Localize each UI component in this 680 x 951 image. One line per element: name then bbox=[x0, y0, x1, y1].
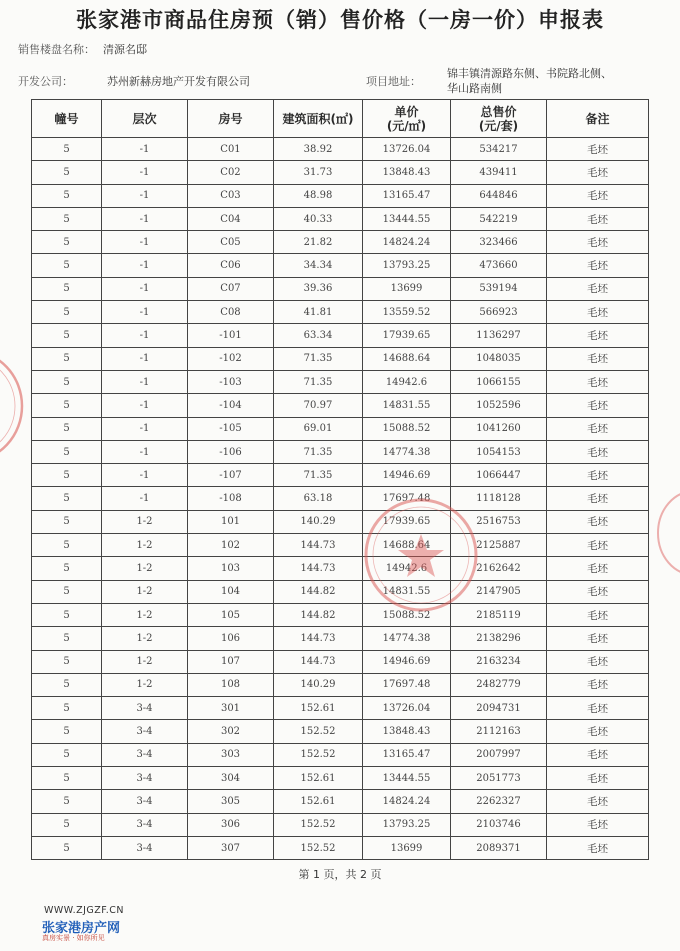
unit-price-cell: 14688.64 bbox=[363, 347, 451, 370]
remark-cell: 毛坯 bbox=[547, 254, 649, 277]
floor-cell: 3-4 bbox=[102, 813, 188, 836]
floor-cell: 1-2 bbox=[102, 510, 188, 533]
watermark-brand: 张家港房产网 bbox=[42, 921, 121, 936]
developer-row bbox=[18, 73, 250, 89]
total-price-cell: 2482779 bbox=[451, 673, 547, 696]
unit-price-cell: 13699 bbox=[363, 277, 451, 300]
watermark-slogan: 真房实景 · 如你所见 bbox=[42, 934, 105, 942]
unit-price-cell: 14942.6 bbox=[363, 557, 451, 580]
remark-cell: 毛坯 bbox=[547, 324, 649, 347]
area-cell: 152.52 bbox=[274, 836, 363, 859]
area-cell: 144.73 bbox=[274, 557, 363, 580]
area-cell: 152.52 bbox=[274, 743, 363, 766]
remark-cell: 毛坯 bbox=[547, 207, 649, 230]
table-row bbox=[32, 534, 649, 557]
remark-cell: 毛坯 bbox=[547, 697, 649, 720]
area-cell: 21.82 bbox=[274, 231, 363, 254]
unit-price-cell: 13793.25 bbox=[363, 254, 451, 277]
table-row bbox=[32, 324, 649, 347]
unit-price-cell: 13848.43 bbox=[363, 161, 451, 184]
floor-cell: -1 bbox=[102, 370, 188, 393]
room-cell: -101 bbox=[188, 324, 274, 347]
building-cell: 5 bbox=[32, 673, 102, 696]
area-cell: 144.73 bbox=[274, 650, 363, 673]
area-cell: 152.61 bbox=[274, 790, 363, 813]
room-cell: -102 bbox=[188, 347, 274, 370]
total-price-cell: 1052596 bbox=[451, 394, 547, 417]
unit-price-cell: 14942.6 bbox=[363, 370, 451, 393]
remark-cell: 毛坯 bbox=[547, 231, 649, 254]
total-price-cell: 566923 bbox=[451, 301, 547, 324]
area-cell: 71.35 bbox=[274, 440, 363, 463]
right-stamp-icon bbox=[650, 488, 680, 578]
table-row bbox=[32, 161, 649, 184]
area-cell: 71.35 bbox=[274, 347, 363, 370]
header-room: 房号 bbox=[188, 100, 274, 138]
room-cell: 302 bbox=[188, 720, 274, 743]
building-cell: 5 bbox=[32, 603, 102, 626]
floor-cell: 3-4 bbox=[102, 743, 188, 766]
price-table bbox=[31, 99, 649, 860]
room-cell: 104 bbox=[188, 580, 274, 603]
building-cell: 5 bbox=[32, 720, 102, 743]
unit-price-cell: 17939.65 bbox=[363, 510, 451, 533]
floor-cell: -1 bbox=[102, 464, 188, 487]
total-price-cell: 473660 bbox=[451, 254, 547, 277]
table-row bbox=[32, 813, 649, 836]
floor-cell: 1-2 bbox=[102, 603, 188, 626]
total-price-cell: 542219 bbox=[451, 207, 547, 230]
table-row bbox=[32, 720, 649, 743]
building-cell: 5 bbox=[32, 487, 102, 510]
table-row bbox=[32, 231, 649, 254]
remark-cell: 毛坯 bbox=[547, 836, 649, 859]
table-row bbox=[32, 767, 649, 790]
room-cell: 305 bbox=[188, 790, 274, 813]
room-cell: 108 bbox=[188, 673, 274, 696]
document-title: 张家港市商品住房预（销）售价格（一房一价）申报表 bbox=[76, 8, 604, 32]
area-cell: 63.34 bbox=[274, 324, 363, 347]
area-cell: 71.35 bbox=[274, 370, 363, 393]
table-row bbox=[32, 301, 649, 324]
total-price-cell: 2103746 bbox=[451, 813, 547, 836]
floor-cell: -1 bbox=[102, 277, 188, 300]
building-cell: 5 bbox=[32, 324, 102, 347]
room-cell: 306 bbox=[188, 813, 274, 836]
building-cell: 5 bbox=[32, 161, 102, 184]
room-cell: 304 bbox=[188, 767, 274, 790]
table-row bbox=[32, 138, 649, 161]
building-cell: 5 bbox=[32, 790, 102, 813]
total-price-cell: 2163234 bbox=[451, 650, 547, 673]
remark-cell: 毛坯 bbox=[547, 813, 649, 836]
table-row bbox=[32, 184, 649, 207]
table-row bbox=[32, 464, 649, 487]
remark-cell: 毛坯 bbox=[547, 603, 649, 626]
total-price-cell: 1041260 bbox=[451, 417, 547, 440]
building-cell: 5 bbox=[32, 464, 102, 487]
area-cell: 144.73 bbox=[274, 534, 363, 557]
area-cell: 140.29 bbox=[274, 510, 363, 533]
table-row bbox=[32, 580, 649, 603]
building-cell: 5 bbox=[32, 650, 102, 673]
building-cell: 5 bbox=[32, 254, 102, 277]
unit-price-cell: 13559.52 bbox=[363, 301, 451, 324]
total-price-cell: 2112163 bbox=[451, 720, 547, 743]
header-unit-price bbox=[363, 100, 451, 138]
address-line-1: 锦丰镇清源路东侧、书院路北侧、 bbox=[447, 67, 612, 80]
building-cell: 5 bbox=[32, 534, 102, 557]
table-row bbox=[32, 673, 649, 696]
floor-cell: -1 bbox=[102, 487, 188, 510]
area-cell: 69.01 bbox=[274, 417, 363, 440]
remark-cell: 毛坯 bbox=[547, 464, 649, 487]
table-row bbox=[32, 417, 649, 440]
room-cell: 102 bbox=[188, 534, 274, 557]
header-building: 幢号 bbox=[32, 100, 102, 138]
table-row bbox=[32, 743, 649, 766]
table-row bbox=[32, 650, 649, 673]
project-name-row bbox=[18, 41, 147, 57]
room-cell: -105 bbox=[188, 417, 274, 440]
total-price-cell: 644846 bbox=[451, 184, 547, 207]
header-unit-price-unit: (元/㎡) bbox=[386, 118, 427, 133]
floor-cell: -1 bbox=[102, 231, 188, 254]
table-row bbox=[32, 557, 649, 580]
unit-price-cell: 14946.69 bbox=[363, 464, 451, 487]
room-cell: 307 bbox=[188, 836, 274, 859]
area-cell: 41.81 bbox=[274, 301, 363, 324]
header-remark: 备注 bbox=[547, 100, 649, 138]
room-cell: 101 bbox=[188, 510, 274, 533]
table-row bbox=[32, 836, 649, 859]
building-cell: 5 bbox=[32, 813, 102, 836]
floor-cell: 3-4 bbox=[102, 836, 188, 859]
area-cell: 144.82 bbox=[274, 580, 363, 603]
room-cell: -104 bbox=[188, 394, 274, 417]
building-cell: 5 bbox=[32, 510, 102, 533]
unit-price-cell: 13165.47 bbox=[363, 743, 451, 766]
remark-cell: 毛坯 bbox=[547, 673, 649, 696]
floor-cell: 1-2 bbox=[102, 627, 188, 650]
remark-cell: 毛坯 bbox=[547, 370, 649, 393]
building-cell: 5 bbox=[32, 417, 102, 440]
floor-cell: 3-4 bbox=[102, 767, 188, 790]
floor-cell: -1 bbox=[102, 138, 188, 161]
building-cell: 5 bbox=[32, 440, 102, 463]
room-cell: C01 bbox=[188, 138, 274, 161]
watermark-site: WWW.ZJGZF.CN bbox=[44, 905, 124, 916]
unit-price-cell: 13444.55 bbox=[363, 207, 451, 230]
total-price-cell: 1066447 bbox=[451, 464, 547, 487]
table-row bbox=[32, 254, 649, 277]
floor-cell: -1 bbox=[102, 347, 188, 370]
total-price-cell: 2125887 bbox=[451, 534, 547, 557]
building-cell: 5 bbox=[32, 277, 102, 300]
room-cell: C04 bbox=[188, 207, 274, 230]
area-cell: 152.52 bbox=[274, 720, 363, 743]
area-cell: 38.92 bbox=[274, 138, 363, 161]
unit-price-cell: 13726.04 bbox=[363, 138, 451, 161]
building-cell: 5 bbox=[32, 370, 102, 393]
unit-price-cell: 15088.52 bbox=[363, 417, 451, 440]
remark-cell: 毛坯 bbox=[547, 720, 649, 743]
remark-cell: 毛坯 bbox=[547, 417, 649, 440]
area-cell: 140.29 bbox=[274, 673, 363, 696]
table-row bbox=[32, 277, 649, 300]
table-row bbox=[32, 487, 649, 510]
unit-price-cell: 14824.24 bbox=[363, 790, 451, 813]
header-floor: 层次 bbox=[102, 100, 188, 138]
remark-cell: 毛坯 bbox=[547, 790, 649, 813]
remark-cell: 毛坯 bbox=[547, 394, 649, 417]
remark-cell: 毛坯 bbox=[547, 767, 649, 790]
total-price-cell: 2185119 bbox=[451, 603, 547, 626]
table-row bbox=[32, 603, 649, 626]
building-cell: 5 bbox=[32, 557, 102, 580]
unit-price-cell: 14774.38 bbox=[363, 440, 451, 463]
room-cell: -103 bbox=[188, 370, 274, 393]
unit-price-cell: 14831.55 bbox=[363, 580, 451, 603]
room-cell: C03 bbox=[188, 184, 274, 207]
table-row bbox=[32, 207, 649, 230]
unit-price-cell: 15088.52 bbox=[363, 603, 451, 626]
total-price-cell: 1054153 bbox=[451, 440, 547, 463]
floor-cell: -1 bbox=[102, 324, 188, 347]
building-cell: 5 bbox=[32, 580, 102, 603]
building-cell: 5 bbox=[32, 697, 102, 720]
building-cell: 5 bbox=[32, 347, 102, 370]
remark-cell: 毛坯 bbox=[547, 138, 649, 161]
unit-price-cell: 13165.47 bbox=[363, 184, 451, 207]
area-cell: 144.82 bbox=[274, 603, 363, 626]
building-cell: 5 bbox=[32, 138, 102, 161]
building-cell: 5 bbox=[32, 836, 102, 859]
header-area: 建筑面积(㎡) bbox=[274, 100, 363, 138]
page-footer: 第 1 页，共 2 页 bbox=[298, 868, 382, 881]
floor-cell: 1-2 bbox=[102, 650, 188, 673]
floor-cell: 3-4 bbox=[102, 697, 188, 720]
floor-cell: 1-2 bbox=[102, 534, 188, 557]
area-cell: 152.61 bbox=[274, 697, 363, 720]
room-cell: 103 bbox=[188, 557, 274, 580]
room-cell: -108 bbox=[188, 487, 274, 510]
remark-cell: 毛坯 bbox=[547, 347, 649, 370]
header-unit-price-label: 单价 bbox=[394, 104, 419, 119]
developer-name: 苏州新赫房地产开发有限公司 bbox=[107, 75, 250, 88]
building-cell: 5 bbox=[32, 743, 102, 766]
total-price-cell: 2162642 bbox=[451, 557, 547, 580]
unit-price-cell: 17697.48 bbox=[363, 673, 451, 696]
address-label: 项目地址： bbox=[366, 75, 421, 88]
building-cell: 5 bbox=[32, 767, 102, 790]
total-price-cell: 2147905 bbox=[451, 580, 547, 603]
building-cell: 5 bbox=[32, 394, 102, 417]
unit-price-cell: 13726.04 bbox=[363, 697, 451, 720]
floor-cell: 1-2 bbox=[102, 580, 188, 603]
remark-cell: 毛坯 bbox=[547, 184, 649, 207]
floor-cell: -1 bbox=[102, 394, 188, 417]
table-row bbox=[32, 510, 649, 533]
building-cell: 5 bbox=[32, 231, 102, 254]
floor-cell: -1 bbox=[102, 440, 188, 463]
remark-cell: 毛坯 bbox=[547, 301, 649, 324]
remark-cell: 毛坯 bbox=[547, 743, 649, 766]
table-row bbox=[32, 394, 649, 417]
room-cell: -106 bbox=[188, 440, 274, 463]
area-cell: 71.35 bbox=[274, 464, 363, 487]
remark-cell: 毛坯 bbox=[547, 650, 649, 673]
area-cell: 152.52 bbox=[274, 813, 363, 836]
room-cell: C07 bbox=[188, 277, 274, 300]
room-cell: 301 bbox=[188, 697, 274, 720]
floor-cell: 1-2 bbox=[102, 673, 188, 696]
floor-cell: -1 bbox=[102, 254, 188, 277]
table-row bbox=[32, 440, 649, 463]
area-cell: 34.34 bbox=[274, 254, 363, 277]
unit-price-cell: 14774.38 bbox=[363, 627, 451, 650]
floor-cell: 1-2 bbox=[102, 557, 188, 580]
area-cell: 40.33 bbox=[274, 207, 363, 230]
table-row bbox=[32, 370, 649, 393]
floor-cell: -1 bbox=[102, 184, 188, 207]
floor-cell: 3-4 bbox=[102, 720, 188, 743]
remark-cell: 毛坯 bbox=[547, 440, 649, 463]
unit-price-cell: 13848.43 bbox=[363, 720, 451, 743]
unit-price-cell: 14824.24 bbox=[363, 231, 451, 254]
floor-cell: 3-4 bbox=[102, 790, 188, 813]
unit-price-cell: 14688.64 bbox=[363, 534, 451, 557]
total-price-cell: 1118128 bbox=[451, 487, 547, 510]
area-cell: 63.18 bbox=[274, 487, 363, 510]
unit-price-cell: 13699 bbox=[363, 836, 451, 859]
area-cell: 39.36 bbox=[274, 277, 363, 300]
total-price-cell: 539194 bbox=[451, 277, 547, 300]
project-address bbox=[447, 66, 667, 96]
remark-cell: 毛坯 bbox=[547, 534, 649, 557]
total-price-cell: 323466 bbox=[451, 231, 547, 254]
header-total-price-label: 总售价 bbox=[480, 104, 517, 119]
room-cell: C08 bbox=[188, 301, 274, 324]
total-price-cell: 1136297 bbox=[451, 324, 547, 347]
building-cell: 5 bbox=[32, 184, 102, 207]
room-cell: 106 bbox=[188, 627, 274, 650]
unit-price-cell: 13444.55 bbox=[363, 767, 451, 790]
building-cell: 5 bbox=[32, 207, 102, 230]
room-cell: 105 bbox=[188, 603, 274, 626]
area-cell: 144.73 bbox=[274, 627, 363, 650]
left-stamp-icon bbox=[0, 346, 28, 466]
room-cell: 107 bbox=[188, 650, 274, 673]
area-cell: 152.61 bbox=[274, 767, 363, 790]
floor-cell: -1 bbox=[102, 301, 188, 324]
header-total-price bbox=[451, 100, 547, 138]
table-header-row bbox=[32, 100, 649, 138]
header-total-price-unit: (元/套) bbox=[478, 118, 519, 133]
remark-cell: 毛坯 bbox=[547, 627, 649, 650]
unit-price-cell: 13793.25 bbox=[363, 813, 451, 836]
total-price-cell: 2094731 bbox=[451, 697, 547, 720]
total-price-cell: 2262327 bbox=[451, 790, 547, 813]
remark-cell: 毛坯 bbox=[547, 161, 649, 184]
remark-cell: 毛坯 bbox=[547, 277, 649, 300]
room-cell: 303 bbox=[188, 743, 274, 766]
floor-cell: -1 bbox=[102, 161, 188, 184]
project-label: 销售楼盘名称： bbox=[18, 43, 95, 56]
room-cell: C06 bbox=[188, 254, 274, 277]
building-cell: 5 bbox=[32, 627, 102, 650]
total-price-cell: 1066155 bbox=[451, 370, 547, 393]
room-cell: C02 bbox=[188, 161, 274, 184]
unit-price-cell: 17697.48 bbox=[363, 487, 451, 510]
unit-price-cell: 17939.65 bbox=[363, 324, 451, 347]
unit-price-cell: 14831.55 bbox=[363, 394, 451, 417]
table-row bbox=[32, 627, 649, 650]
remark-cell: 毛坯 bbox=[547, 487, 649, 510]
total-price-cell: 1048035 bbox=[451, 347, 547, 370]
total-price-cell: 2089371 bbox=[451, 836, 547, 859]
area-cell: 70.97 bbox=[274, 394, 363, 417]
table-row bbox=[32, 697, 649, 720]
total-price-cell: 534217 bbox=[451, 138, 547, 161]
room-cell: C05 bbox=[188, 231, 274, 254]
project-name: 清源名邸 bbox=[103, 43, 147, 56]
address-line-2: 华山路南侧 bbox=[447, 82, 502, 95]
total-price-cell: 2007997 bbox=[451, 743, 547, 766]
total-price-cell: 2516753 bbox=[451, 510, 547, 533]
area-cell: 48.98 bbox=[274, 184, 363, 207]
total-price-cell: 439411 bbox=[451, 161, 547, 184]
area-cell: 31.73 bbox=[274, 161, 363, 184]
table-row bbox=[32, 790, 649, 813]
total-price-cell: 2051773 bbox=[451, 767, 547, 790]
table-row bbox=[32, 347, 649, 370]
total-price-cell: 2138296 bbox=[451, 627, 547, 650]
developer-label: 开发公司： bbox=[18, 75, 73, 88]
floor-cell: -1 bbox=[102, 207, 188, 230]
building-cell: 5 bbox=[32, 301, 102, 324]
remark-cell: 毛坯 bbox=[547, 510, 649, 533]
room-cell: -107 bbox=[188, 464, 274, 487]
unit-price-cell: 14946.69 bbox=[363, 650, 451, 673]
remark-cell: 毛坯 bbox=[547, 557, 649, 580]
remark-cell: 毛坯 bbox=[547, 580, 649, 603]
floor-cell: -1 bbox=[102, 417, 188, 440]
